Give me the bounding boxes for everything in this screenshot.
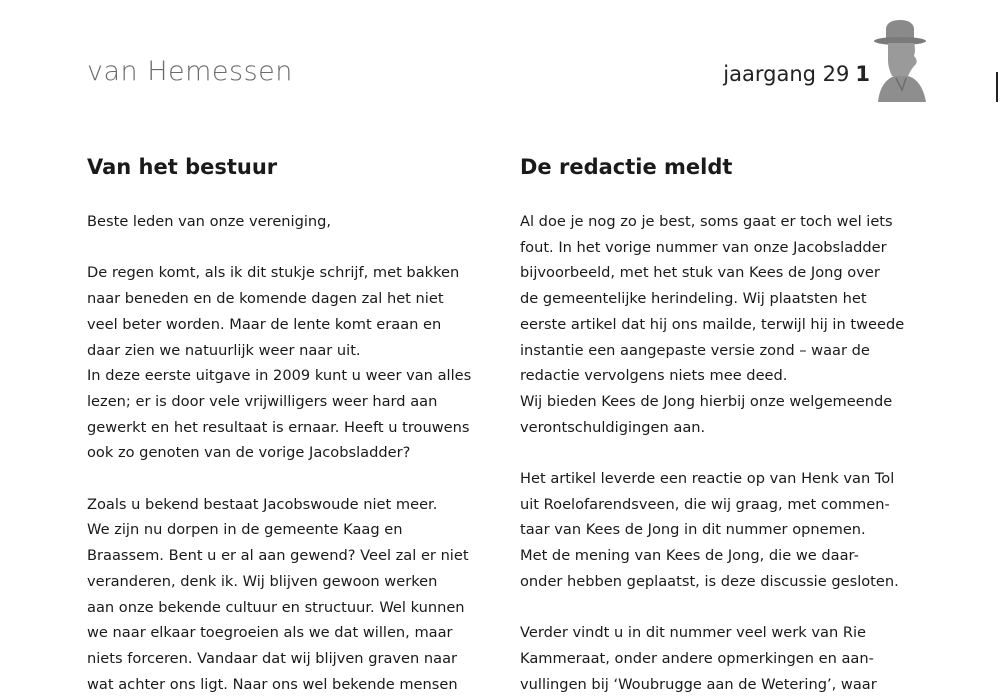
text-line: lezen; er is door vele vrijwilligers weer hard aan — [87, 392, 438, 410]
header-title: van Hemessen — [87, 56, 293, 87]
right-body — [520, 209, 920, 697]
right-heading: De redactie meldt — [520, 155, 733, 179]
text-line: wat achter ons ligt. Naar ons wel bekende mensen — [87, 675, 458, 693]
text-line: Braassem. Bent u er al aan gewend? Veel zal er niet — [87, 547, 469, 565]
header-volume — [723, 62, 870, 86]
text-line: Met de mening van Kees de Jong, die we daar- — [520, 547, 859, 565]
text-line: gewerkt en het resultaat is ernaar. Heeft u trouwens — [87, 418, 470, 436]
text-line: In deze eerste uitgave in 2009 kunt u weer van alles — [87, 367, 472, 385]
text-line: we naar elkaar toegroeien als we dat willen, maar — [87, 624, 453, 642]
edge-mark — [996, 72, 998, 102]
text-line: Wij bieden Kees de Jong hierbij onze welgemeende — [520, 392, 893, 410]
text-line: Kammeraat, onder andere opmerkingen en aan- — [520, 649, 874, 667]
paragraph-gap — [520, 595, 920, 621]
text-line: ook zo genoten van de vorige Jacobsladder? — [87, 444, 411, 462]
text-line: redactie vervolgens niets mee deed. — [520, 367, 788, 385]
page-number: 1 — [855, 62, 870, 86]
text-line: veranderen, denk ik. Wij blijven gewoon werken — [87, 572, 438, 590]
text-line: naar beneden en de komende dagen zal het niet — [87, 290, 444, 308]
text-line: veel beter worden. Maar de lente komt eraan en — [87, 315, 442, 333]
text-line: fout. In het vorige nummer van onze Jacobsladder — [520, 238, 887, 256]
paragraph-gap — [520, 440, 920, 466]
text-line: daar zien we natuurlijk weer naar uit. — [87, 341, 361, 359]
left-heading: Van het bestuur — [87, 155, 278, 179]
text-line: onder hebben geplaatst, is deze discussie gesloten. — [520, 572, 899, 590]
left-body — [87, 209, 487, 697]
text-line: De regen komt, als ik dit stukje schrijf, met bakken — [87, 264, 460, 282]
text-line: Beste leden van onze vereniging, — [87, 213, 332, 230]
left-column — [87, 150, 487, 697]
paragraph-gap — [87, 235, 487, 261]
volume-label: jaargang 29 — [723, 62, 850, 86]
right-column — [520, 150, 920, 697]
paragraph-gap — [87, 466, 487, 492]
man-with-hat-silhouette-icon — [872, 18, 930, 102]
text-line: Al doe je nog zo je best, soms gaat er toch wel iets — [520, 213, 893, 230]
text-line: vullingen bij ‘Woubrugge aan de Wetering’, waar — [520, 675, 877, 693]
text-line: taar van Kees de Jong in dit nummer opnemen. — [520, 521, 866, 539]
text-line: Verder vindt u in dit nummer veel werk van Rie — [520, 624, 867, 642]
text-line: We zijn nu dorpen in de gemeente Kaag en — [87, 521, 403, 539]
text-line: verontschuldigingen aan. — [520, 418, 706, 436]
text-line: Zoals u bekend bestaat Jacobswoude niet meer. — [87, 495, 438, 513]
text-line: bijvoorbeeld, met het stuk van Kees de Jong over — [520, 264, 880, 282]
text-line: instantie een aangepaste versie zond – waar de — [520, 341, 870, 359]
text-line: niets forceren. Vandaar dat wij blijven graven naar — [87, 649, 458, 667]
text-line: Het artikel leverde een reactie op van Henk van Tol — [520, 470, 895, 488]
text-line: de gemeentelijke herindeling. Wij plaatsten het — [520, 290, 867, 308]
text-line: eerste artikel dat hij ons mailde, terwijl hij in tweede — [520, 315, 905, 333]
text-line: aan onze bekende cultuur en structuur. Wel kunnen — [87, 598, 465, 616]
text-line: uit Roelofarendsveen, die wij graag, met commen- — [520, 495, 890, 513]
